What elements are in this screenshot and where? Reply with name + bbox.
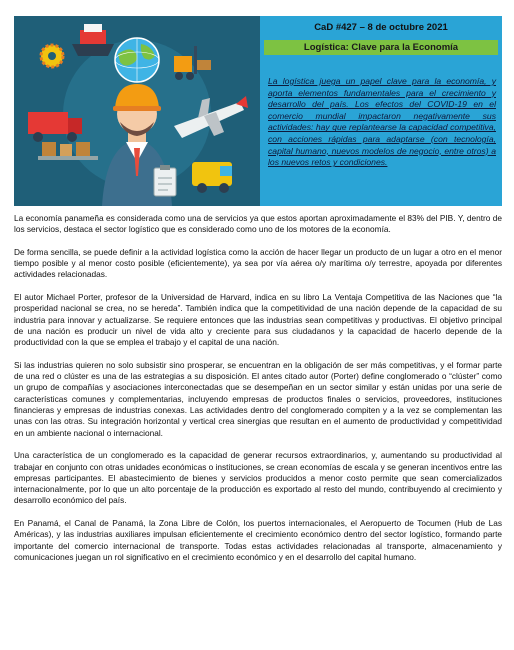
article-abstract: La logística juega un papel clave para la economía, y aporta elementos fundamentales para el crecimiento y desarrollo del país. Los efectos del COVID-19 en el comercio mundial impactaron negativamente sus actividades: hay que replantearse la capacidad competitiva, con acciones rápidas para adaptarse (con tecnología, capital humano, nuevos modelos de negocio, entre otros) a los nuevos retos y condiciones. — [268, 76, 496, 168]
paragraph-2: De forma sencilla, se puede definir a la actividad logística como la acción de hacer llegar un producto de un lugar a otro en el menor tiempo posible y al menor costo posible (eficientemente), ya sea por vía aérea o/y marítima o/y terrestre, apoyada por diferentes actividades relacionadas. — [14, 246, 502, 280]
paragraph-1: La economía panameña es considerada como una de servicios ya que estos aportan aproximadamente el 83% del PIB. Y, dentro de los servicios, destaca el sector logístico que es considerado como uno de los motores de la economía. — [14, 213, 502, 235]
logistics-illustration — [14, 16, 260, 206]
issue-label: CaD #427 – 8 de octubre 2021 — [314, 22, 448, 33]
article-header — [14, 16, 502, 206]
delivery-truck-icon — [192, 162, 232, 193]
forklift-icon — [174, 46, 211, 80]
paragraph-3: El autor Michael Porter, profesor de la Universidad de Harvard, indica en su libro La Ventaja Competitiva de las Naciones que “la prosperidad nacional se crea, no se hereda”. También indica que la competitividad de una nación depende de la capacidad de su industria para innovar y actualizarse. Se requiere entonces que las industrias sean competitivas y productivas. El objetivo principal de una nación es producir un nivel de vida alto y creciente para sus ciudadanos y la capacidad de hacerlo depende de la productividad con la que se emplea el trabajo y el capital de una nación. — [14, 292, 502, 348]
gear-icon — [41, 45, 63, 67]
article-body — [14, 213, 502, 575]
globe-icon — [115, 38, 159, 82]
clipboard-icon — [154, 165, 176, 196]
logistics-illustration-svg — [14, 16, 260, 206]
paragraph-4: Si las industrias quieren no solo subsistir sino prosperar, se encuentran en la obligación de ser más competitivas, y el formar parte de una red o clúster es una de las estrategias a su disposición. El antes citado autor (Porter) define conglomerado o “clúster” como un grupo de compañías y asociaciones interconectadas que se desempeñan en un sector similar y están unidas por una serie de características comunes y complementarias, incluyendo empresas de productos finales o servicios, proveedores, instituciones financieras y empresas de industrias conexas. Las actividades dentro del conglomerado compiten y a la vez se complementan las unas con las otras. Su integración horizontal y vertical crea sinergias que resultan en el aumento de productividad y competitividad en un ambiente nacional o internacional. — [14, 359, 502, 438]
paragraph-6: En Panamá, el Canal de Panamá, la Zona Libre de Colón, los puertos internacionales, el Aeropuerto de Tocumen (Hub de Las Américas), y las industrias auxiliares impulsan eficientemente el crecimiento económico dentro del sector logístico, formando parte importante del comercio internacional de transporte. Todas estas actividades relacionadas al transporte, almacenamiento y comunicaciones juegan un rol significativo en el crecimiento económico y en el desarrollo del capital humano. — [14, 518, 502, 562]
paragraph-5: Una característica de un conglomerado es la capacidad de generar recursos extraordinarios, y, aumentando su productividad al trabajar en conjunto con otras unidades económicas o instituciones, se crean economías de escala y se generan incentivos entre las empresas participantes. El abastecimiento de bienes y servicios producidos a menor costo permite que sean comercializados internacionalmente, por lo que un alto porcentaje de la producción es exportado al resto del mundo, contribuyendo al crecimiento y desarrollo económico del país. — [14, 450, 502, 506]
cargo-ship-icon — [72, 24, 114, 56]
article-info-panel — [260, 16, 502, 206]
article-title: Logística: Clave para la Economía — [264, 40, 498, 55]
conveyor-boxes-icon — [38, 142, 98, 160]
